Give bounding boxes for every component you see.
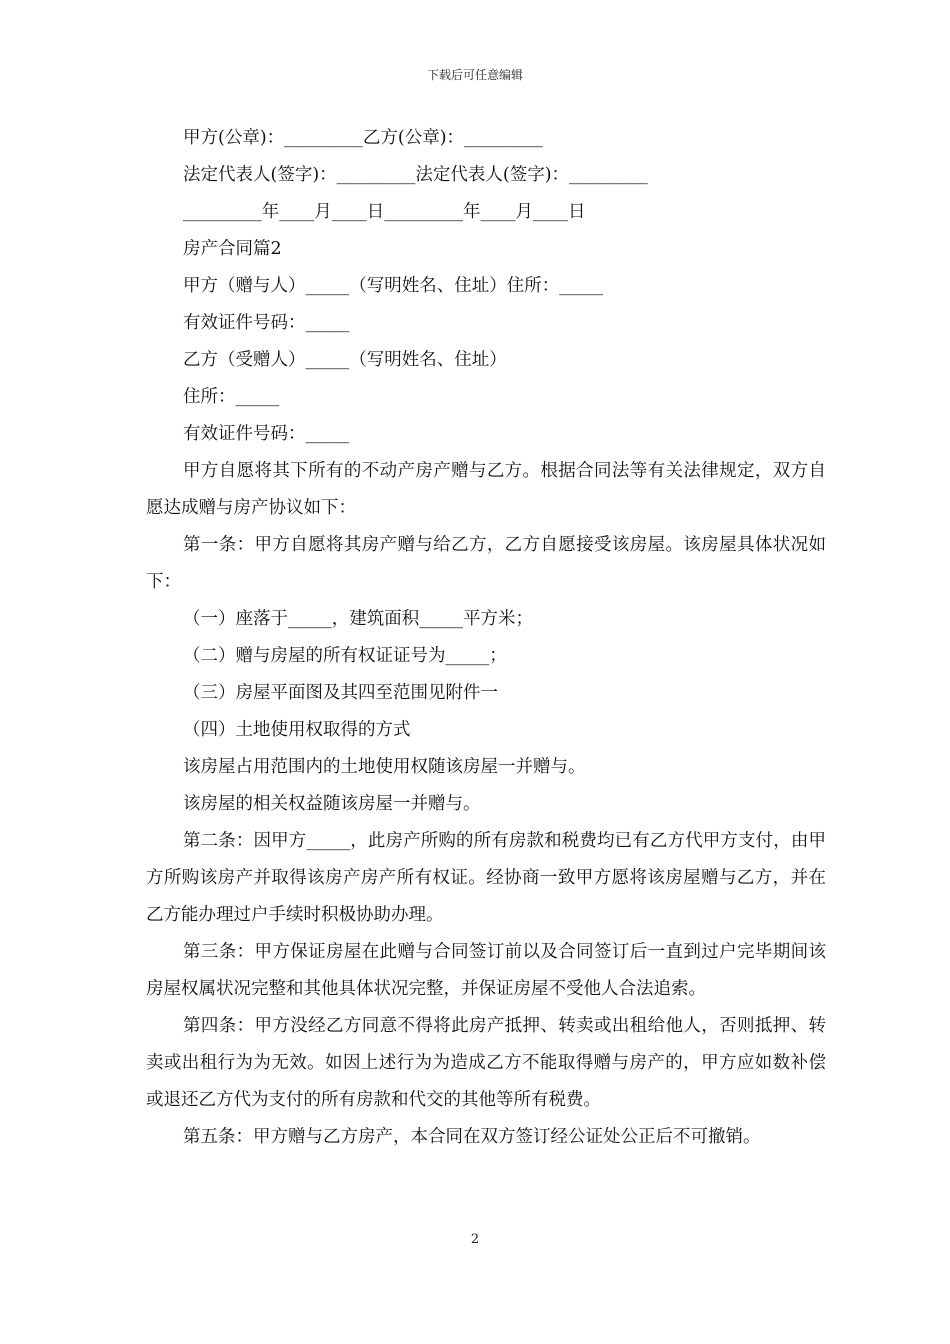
donee-line: 乙方（受赠人）_____（写明姓名、住址）	[183, 350, 507, 370]
property-item-floorplan: （三）房屋平面图及其四至范围见附件一	[183, 683, 498, 703]
date-line: _________年____月____日_________年____月____日	[183, 202, 586, 222]
donor-id-line: 有效证件号码：_____	[183, 313, 350, 333]
intro-paragraph: 甲方自愿将其下所有的不动产房产赠与乙方。根据合同法等有关法律规定，双方自愿达成赠与房产协议如下：	[146, 461, 826, 518]
article-1: 第一条：甲方自愿将其房产赠与给乙方，乙方自愿接受该房屋。该房屋具体状况如下：	[146, 535, 826, 592]
rights-note: 该房屋的相关权益随该房屋一并赠与。	[183, 794, 481, 814]
article-3: 第三条：甲方保证房屋在此赠与合同签订前以及合同签订后一直到过户完毕期间该房屋权属状况完整和其他具体状况完整，并保证房屋不受他人合法追索。	[146, 942, 826, 999]
land-use-note: 该房屋占用范围内的土地使用权随该房屋一并赠与。	[183, 757, 586, 777]
page-header: 下载后可任意编辑	[426, 68, 523, 82]
legal-rep-signature-line: 法定代表人(签字)：_________法定代表人(签字)：_________	[183, 165, 648, 185]
donee-address-line: 住所：_____	[183, 387, 280, 407]
property-item-certificate: （二）赠与房屋的所有权证证号为_____；	[183, 646, 507, 666]
document-body	[146, 120, 826, 1156]
property-item-land-use: （四）土地使用权取得的方式	[183, 720, 411, 740]
donor-line: 甲方（赠与人）_____（写明姓名、住址）住所：_____	[183, 276, 603, 296]
page-number: 2	[470, 1232, 480, 1247]
section-title: 房产合同篇2	[183, 239, 282, 259]
property-item-location: （一）座落于_____，建筑面积_____平方米；	[183, 609, 533, 629]
donee-id-line: 有效证件号码：_____	[183, 424, 350, 444]
article-5: 第五条：甲方赠与乙方房产，本合同在双方签订经公证处公正后不可撤销。	[183, 1127, 761, 1147]
article-2: 第二条：因甲方_____，此房产所购的所有房款和税费均已有乙方代甲方支付，由甲方所购该房产并取得该房产房产所有权证。经协商一致甲方愿将该房屋赠与乙方，并在乙方能办理过户手续时积极协助办理。	[146, 831, 826, 925]
party-a-seal-line: 甲方(公章)：_________乙方(公章)：_________	[183, 128, 543, 148]
article-4: 第四条：甲方没经乙方同意不得将此房产抵押、转卖或出租给他人，否则抵押、转卖或出租行为为无效。如因上述行为为造成乙方不能取得赠与房产的，甲方应如数补偿或退还乙方代为支付的所有房款和代交的其他等所有税费。	[146, 1016, 826, 1110]
